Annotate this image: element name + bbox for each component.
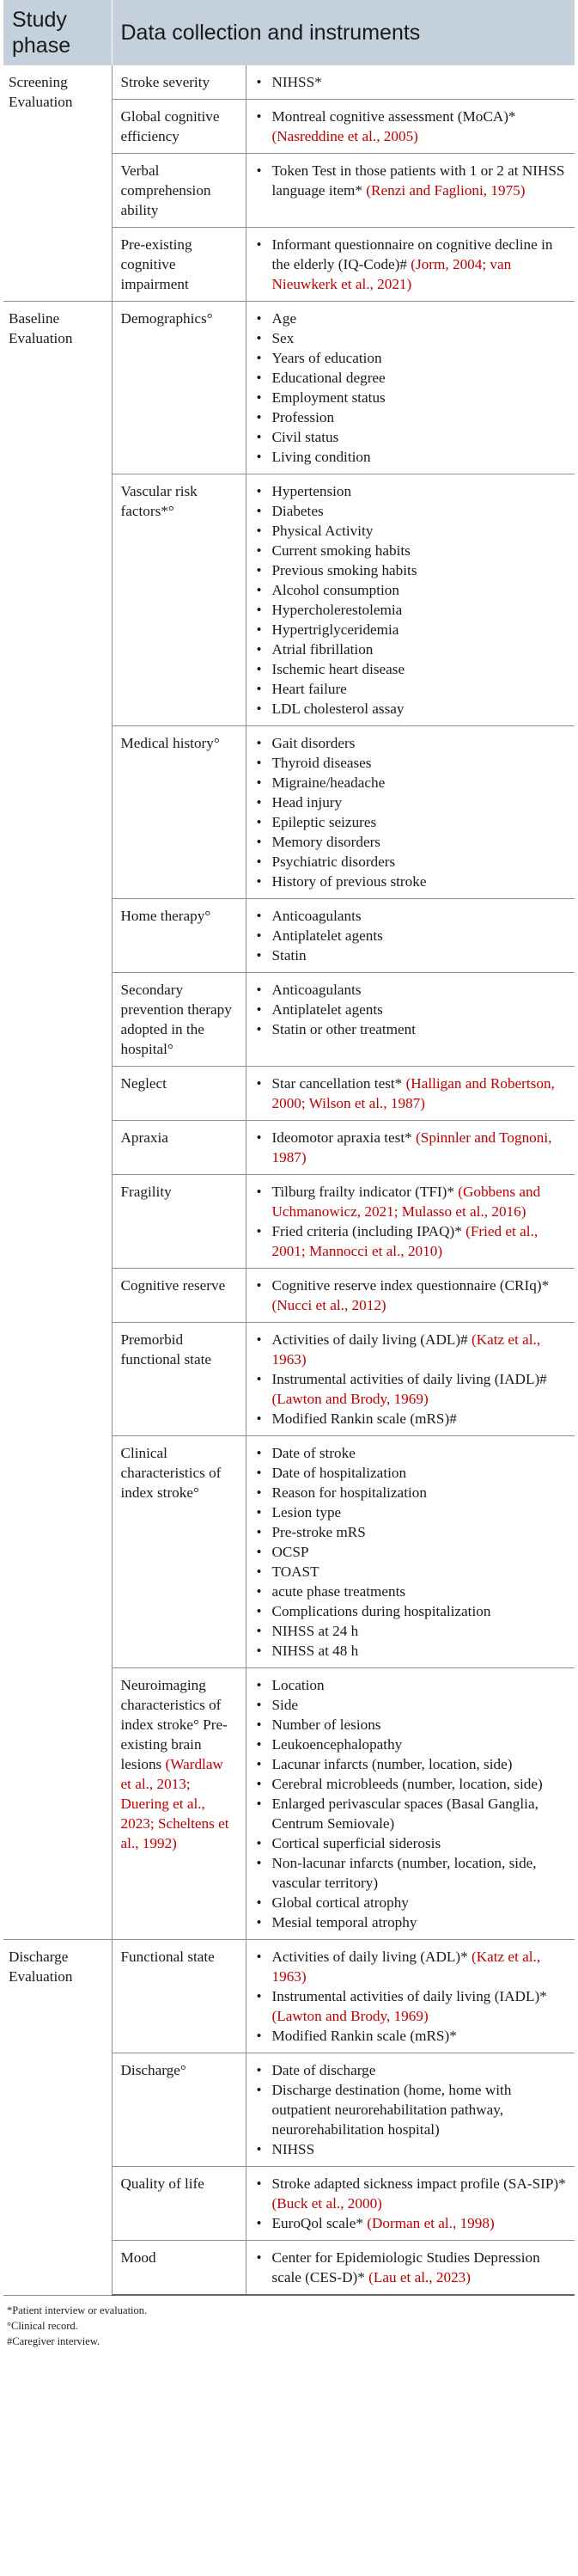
item-text: History of previous stroke xyxy=(271,873,427,890)
item-text: Ideomotor apraxia test* xyxy=(271,1129,417,1146)
list-item xyxy=(255,1502,567,1522)
item-text: Enlarged perivascular spaces (Basal Ganglia, Centrum Semiovale) xyxy=(271,1796,538,1832)
instrument-list xyxy=(255,1128,567,1167)
list-item xyxy=(255,2139,567,2159)
instrument-list xyxy=(255,161,567,200)
item-text: Center for Epidemiologic Studies Depression scale (CES-D)* xyxy=(271,2249,540,2285)
list-item xyxy=(255,1912,567,1932)
header-study-phase: Study phase xyxy=(3,0,112,65)
list-item xyxy=(255,812,567,832)
domain-cell: Pre-existing cognitive impairment xyxy=(112,228,246,302)
item-text: Cortical superficial siderosis xyxy=(271,1835,441,1851)
item-text: Mesial temporal atrophy xyxy=(271,1914,417,1930)
item-text: Leukoencephalopathy xyxy=(271,1736,403,1753)
item-text: Heart failure xyxy=(271,681,347,697)
item-text: Civil status xyxy=(271,429,339,445)
footnote-patient: *Patient interview or evaluation. xyxy=(7,2304,148,2316)
item-text: LDL cholesterol assay xyxy=(271,701,405,717)
list-item xyxy=(255,1641,567,1661)
list-item xyxy=(255,161,567,200)
item-text: Token Test in those patients with 1 or 2 at NIHSS language item* xyxy=(271,162,565,199)
item-text: Reason for hospitalization xyxy=(271,1484,427,1501)
list-item xyxy=(255,501,567,521)
instruments-cell xyxy=(246,2241,575,2296)
item-text: Instrumental activities of daily living (IADL)# xyxy=(271,1371,547,1387)
footnote-caregiver: #Caregiver interview. xyxy=(7,2335,100,2347)
item-text: Stroke adapted sickness impact profile (SA-SIP)* xyxy=(271,2175,566,2192)
item-text: Anticoagulants xyxy=(271,908,362,924)
domain-cell: Vascular risk factors*° xyxy=(112,474,246,726)
reference-citation: (Fried et al., 2001; Mannocci et al., 2010) xyxy=(271,1223,538,1259)
item-text: Head injury xyxy=(271,794,343,811)
list-item xyxy=(255,945,567,965)
item-text: Date of discharge xyxy=(271,2062,376,2078)
reference-citation: (Katz et al., 1963) xyxy=(271,1949,541,1985)
item-text: Previous smoking habits xyxy=(271,562,417,578)
phase-cell-baseline-evaluation: Baseline Evaluation xyxy=(3,302,112,1940)
item-text: Years of education xyxy=(271,350,382,366)
domain-cell: Mood xyxy=(112,2241,246,2296)
list-item xyxy=(255,1330,567,1369)
reference-citation: (Dorman et al., 1998) xyxy=(367,2215,495,2231)
list-item xyxy=(255,1483,567,1502)
instrument-list xyxy=(255,980,567,1039)
list-item xyxy=(255,1621,567,1641)
footnote-clinical-record: °Clinical record. xyxy=(7,2320,78,2332)
list-item xyxy=(255,348,567,368)
list-item xyxy=(255,1986,567,2026)
phase-cell-discharge-evaluation: Discharge Evaluation xyxy=(3,1940,112,2296)
item-text: Montreal cognitive assessment (MoCA)* xyxy=(271,108,516,125)
item-text: Location xyxy=(271,1677,325,1693)
item-text: TOAST xyxy=(271,1563,319,1580)
list-item xyxy=(255,753,567,773)
list-item xyxy=(255,328,567,348)
list-item xyxy=(255,1443,567,1463)
item-text: Global cortical atrophy xyxy=(271,1894,409,1911)
instrument-list xyxy=(255,309,567,467)
list-item xyxy=(255,2026,567,2046)
list-item xyxy=(255,72,567,92)
list-item xyxy=(255,1409,567,1429)
instruments-cell xyxy=(246,1436,575,1668)
item-text: Cognitive reserve index questionnaire (CRIq)* xyxy=(271,1277,550,1294)
list-item xyxy=(255,560,567,580)
item-text: Sex xyxy=(271,330,295,346)
domain-cell: Neglect xyxy=(112,1067,246,1121)
item-text: Tilburg frailty indicator (TFI)* xyxy=(271,1184,459,1200)
list-item xyxy=(255,679,567,699)
instruments-cell xyxy=(246,228,575,302)
list-item xyxy=(255,235,567,294)
list-item xyxy=(255,1601,567,1621)
list-item xyxy=(255,1947,567,1986)
item-text: acute phase treatments xyxy=(271,1583,406,1600)
item-text: Physical Activity xyxy=(271,523,374,539)
reference-citation: (Renzi and Faglioni, 1975) xyxy=(366,182,526,199)
item-text: Alcohol consumption xyxy=(271,582,399,598)
instruments-cell xyxy=(246,65,575,100)
item-text: Antiplatelet agents xyxy=(271,927,383,944)
item-text: Pre-stroke mRS xyxy=(271,1524,366,1540)
list-item xyxy=(255,1522,567,1542)
domain-cell: Cognitive reserve xyxy=(112,1269,246,1323)
domain-cell: Functional state xyxy=(112,1940,246,2053)
item-text: Epileptic seizures xyxy=(271,814,377,830)
instruments-cell xyxy=(246,1668,575,1940)
item-text: Modified Rankin scale (mRS)* xyxy=(271,2028,457,2044)
instruments-cell xyxy=(246,474,575,726)
reference-citation: (Lawton and Brody, 1969) xyxy=(271,1391,429,1407)
instrument-list xyxy=(255,235,567,294)
domain-cell: Secondary prevention therapy adopted in the hospital° xyxy=(112,973,246,1067)
item-text: NIHSS* xyxy=(271,74,322,90)
domain-cell: Apraxia xyxy=(112,1121,246,1175)
item-text: Employment status xyxy=(271,389,386,406)
item-text: Complications during hospitalization xyxy=(271,1603,491,1619)
instruments-cell xyxy=(246,100,575,154)
list-item xyxy=(255,1542,567,1562)
list-item xyxy=(255,1582,567,1601)
item-text: EuroQol scale* xyxy=(271,2215,368,2231)
header-data-collection: Data collection and instruments xyxy=(112,0,575,65)
instrument-list xyxy=(255,1276,567,1315)
item-text: Fried criteria (including IPAQ)* xyxy=(271,1223,466,1239)
instrument-list xyxy=(255,1330,567,1429)
item-text: Ischemic heart disease xyxy=(271,661,405,677)
instrument-list xyxy=(255,481,567,719)
list-item xyxy=(255,1463,567,1483)
domain-cell: Clinical characteristics of index stroke° xyxy=(112,1436,246,1668)
item-text: Informant questionnaire on cognitive decline in the elderly (IQ-Code)# xyxy=(271,236,553,272)
item-text: Hypertension xyxy=(271,483,352,499)
item-text: Date of hospitalization xyxy=(271,1465,407,1481)
list-item xyxy=(255,659,567,679)
item-text: Modified Rankin scale (mRS)# xyxy=(271,1410,457,1427)
domain-cell: Discharge° xyxy=(112,2053,246,2167)
list-item xyxy=(255,107,567,146)
list-item xyxy=(255,427,567,447)
instruments-cell xyxy=(246,1121,575,1175)
item-text: NIHSS xyxy=(271,2141,315,2157)
list-item xyxy=(255,1182,567,1221)
item-text: Gait disorders xyxy=(271,735,356,751)
item-text: Antiplatelet agents xyxy=(271,1001,383,1018)
instruments-cell xyxy=(246,1269,575,1323)
list-item xyxy=(255,1000,567,1019)
list-item xyxy=(255,1369,567,1409)
list-item xyxy=(255,388,567,407)
instruments-cell xyxy=(246,973,575,1067)
domain-cell: Quality of life xyxy=(112,2167,246,2241)
list-item xyxy=(255,1794,567,1833)
instruments-cell xyxy=(246,2053,575,2167)
reference-citation: (Spinnler and Tognoni, 1987) xyxy=(271,1129,552,1166)
instruments-cell xyxy=(246,1175,575,1269)
reference-citation: (Jorm, 2004; van Nieuwkerk et al., 2021) xyxy=(271,256,512,292)
instruments-cell xyxy=(246,1323,575,1436)
item-text: Non-lacunar infarcts (number, location, side, vascular territory) xyxy=(271,1855,537,1891)
item-text: Date of stroke xyxy=(271,1445,356,1461)
list-item xyxy=(255,2213,567,2233)
item-text: Age xyxy=(271,310,297,327)
instrument-list xyxy=(255,733,567,891)
instrument-list xyxy=(255,1443,567,1661)
item-text: Diabetes xyxy=(271,503,324,519)
list-item xyxy=(255,699,567,719)
list-item xyxy=(255,639,567,659)
domain-text: Neuroimaging characteristics of index stroke° Pre-existing brain lesions xyxy=(120,1677,228,1772)
domain-cell: Medical history° xyxy=(112,726,246,899)
table-row xyxy=(3,302,575,474)
footnotes xyxy=(3,2303,575,2349)
instrument-list xyxy=(255,1182,567,1261)
study-table xyxy=(3,0,575,2296)
reference-citation: (Lawton and Brody, 1969) xyxy=(271,2008,429,2024)
list-item xyxy=(255,1562,567,1582)
list-item xyxy=(255,2060,567,2080)
item-text: Hypercholerestolemia xyxy=(271,602,403,618)
instruments-cell xyxy=(246,2167,575,2241)
item-text: Activities of daily living (ADL)# xyxy=(271,1331,472,1348)
instrument-list xyxy=(255,1074,567,1113)
item-text: Discharge destination (home, home with outpatient neurorehabilitation pathway, neurorehabilitation hospital) xyxy=(271,2082,512,2138)
list-item xyxy=(255,2174,567,2213)
list-item xyxy=(255,1735,567,1754)
item-text: Memory disorders xyxy=(271,834,380,850)
list-item xyxy=(255,580,567,600)
list-item xyxy=(255,447,567,467)
instrument-list xyxy=(255,906,567,965)
instruments-cell xyxy=(246,1067,575,1121)
list-item xyxy=(255,852,567,872)
list-item xyxy=(255,2080,567,2139)
instruments-cell xyxy=(246,1940,575,2053)
list-item xyxy=(255,541,567,560)
item-text: Cerebral microbleeds (number, location, side) xyxy=(271,1776,543,1792)
list-item xyxy=(255,1675,567,1695)
reference-citation: (Katz et al., 1963) xyxy=(271,1331,541,1368)
list-item xyxy=(255,1715,567,1735)
list-item xyxy=(255,407,567,427)
instrument-list xyxy=(255,72,567,92)
list-item xyxy=(255,792,567,812)
instrument-list xyxy=(255,1675,567,1932)
list-item xyxy=(255,1019,567,1039)
instrument-list xyxy=(255,107,567,146)
domain-cell: Demographics° xyxy=(112,302,246,474)
instruments-cell xyxy=(246,302,575,474)
item-text: Psychiatric disorders xyxy=(271,854,396,870)
item-text: Hypertriglyceridemia xyxy=(271,621,399,638)
table-row xyxy=(3,65,575,100)
item-text: Star cancellation test* xyxy=(271,1075,406,1092)
item-text: OCSP xyxy=(271,1544,309,1560)
domain-cell: Verbal comprehension ability xyxy=(112,154,246,228)
domain-cell: Global cognitive efficiency xyxy=(112,100,246,154)
item-text: Thyroid diseases xyxy=(271,755,372,771)
item-text: Living condition xyxy=(271,449,371,465)
domain-cell: Home therapy° xyxy=(112,899,246,973)
item-text: NIHSS at 48 h xyxy=(271,1643,359,1659)
domain-cell: Stroke severity xyxy=(112,65,246,100)
instruments-cell xyxy=(246,726,575,899)
table-body xyxy=(3,65,575,2295)
instruments-cell xyxy=(246,154,575,228)
list-item xyxy=(255,832,567,852)
item-text: Current smoking habits xyxy=(271,542,411,559)
reference-citation: (Wardlaw et al., 2013; Duering et al., 2023; Scheltens et al., 1992) xyxy=(120,1756,229,1851)
list-item xyxy=(255,521,567,541)
item-text: Lesion type xyxy=(271,1504,342,1521)
list-item xyxy=(255,906,567,926)
reference-citation: (Gobbens and Uchmanowicz, 2021; Mulasso et al., 2016) xyxy=(271,1184,541,1220)
list-item xyxy=(255,872,567,891)
item-text: Side xyxy=(271,1697,299,1713)
item-text: NIHSS at 24 h xyxy=(271,1623,359,1639)
item-text: Anticoagulants xyxy=(271,982,362,998)
list-item xyxy=(255,1695,567,1715)
item-text: Instrumental activities of daily living (IADL)* xyxy=(271,1988,547,2004)
item-text: Migraine/headache xyxy=(271,774,386,791)
table-row xyxy=(3,1940,575,2053)
list-item xyxy=(255,600,567,620)
list-item xyxy=(255,620,567,639)
reference-citation: (Nucci et al., 2012) xyxy=(271,1297,386,1313)
list-item xyxy=(255,1276,567,1315)
item-text: Activities of daily living (ADL)* xyxy=(271,1949,472,1965)
domain-cell: Fragility xyxy=(112,1175,246,1269)
list-item xyxy=(255,368,567,388)
list-item xyxy=(255,733,567,753)
list-item xyxy=(255,926,567,945)
item-text: Educational degree xyxy=(271,370,386,386)
list-item xyxy=(255,980,567,1000)
item-text: Atrial fibrillation xyxy=(271,641,374,658)
domain-cell: Premorbid functional state xyxy=(112,1323,246,1436)
reference-citation: (Lau et al., 2023) xyxy=(368,2269,471,2285)
instrument-list xyxy=(255,2248,567,2287)
item-text: Profession xyxy=(271,409,335,425)
list-item xyxy=(255,2248,567,2287)
list-item xyxy=(255,1074,567,1113)
list-item xyxy=(255,309,567,328)
item-text: Number of lesions xyxy=(271,1716,381,1733)
instrument-list xyxy=(255,2060,567,2159)
phase-cell-screening-evaluation: Screening Evaluation xyxy=(3,65,112,302)
list-item xyxy=(255,1221,567,1261)
domain-cell xyxy=(112,1668,246,1940)
item-text: Statin xyxy=(271,947,307,964)
list-item xyxy=(255,1893,567,1912)
list-item xyxy=(255,1774,567,1794)
list-item xyxy=(255,481,567,501)
item-text: Lacunar infarcts (number, location, side) xyxy=(271,1756,513,1772)
list-item xyxy=(255,1754,567,1774)
list-item xyxy=(255,1128,567,1167)
reference-citation: (Buck et al., 2000) xyxy=(271,2195,382,2212)
reference-citation: (Halligan and Robertson, 2000; Wilson et al., 1987) xyxy=(271,1075,555,1111)
list-item xyxy=(255,1833,567,1853)
item-text: Statin or other treatment xyxy=(271,1021,417,1037)
instrument-list xyxy=(255,2174,567,2233)
instrument-list xyxy=(255,1947,567,2046)
reference-citation: (Nasreddine et al., 2005) xyxy=(271,128,418,144)
list-item xyxy=(255,773,567,792)
table-header xyxy=(3,0,575,65)
instruments-cell xyxy=(246,899,575,973)
list-item xyxy=(255,1853,567,1893)
